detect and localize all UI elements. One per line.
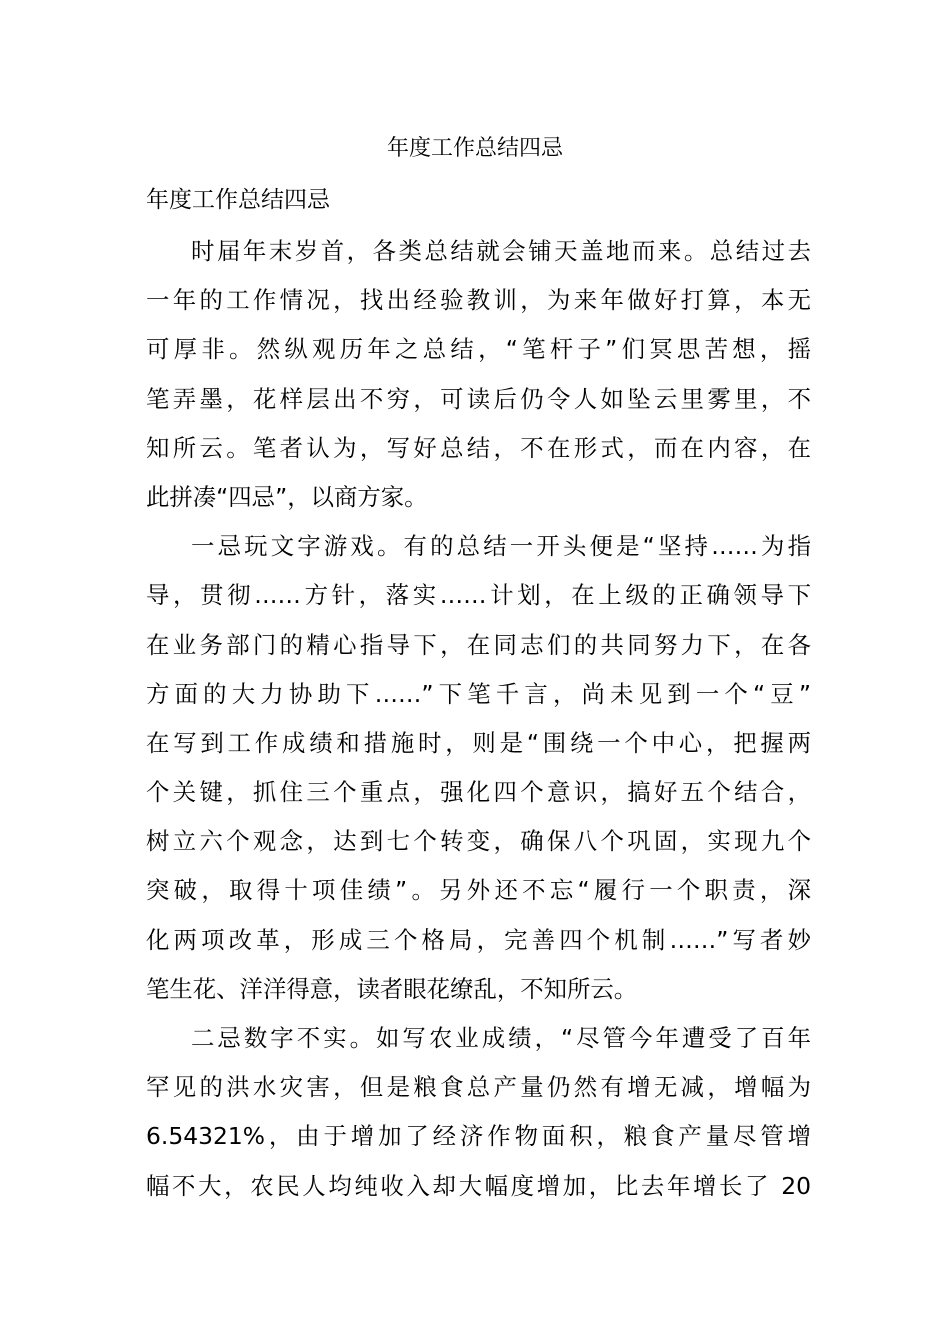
document-body [146, 227, 811, 1211]
document-subtitle: 年度工作总结四忌 [146, 187, 330, 213]
paragraph-line: 在写到工作成绩和措施时，则是“围绕一个中心，把握两 [146, 728, 811, 757]
paragraph-line: 时届年末岁首，各类总结就会铺天盖地而来。总结过去 [191, 237, 811, 265]
paragraph-line: 知所云。笔者认为，写好总结，不在形式，而在内容，在 [146, 433, 811, 462]
document-title: 年度工作总结四忌 [386, 136, 563, 161]
paragraph-taboo-1 [146, 522, 811, 1014]
paragraph-line: 二忌数字不实。如写农业成绩，“尽管今年遭受了百年 [191, 1024, 811, 1052]
paragraph-line: 可厚非。然纵观历年之总结，“笔杆子”们冥思苦想，摇 [146, 335, 811, 364]
paragraph-line: 化两项改革，形成三个格局，完善四个机制……”写者妙 [146, 925, 811, 954]
paragraph-line: 一年的工作情况，找出经验教训，为来年做好打算，本无 [146, 286, 811, 315]
paragraph-line: 突破，取得十项佳绩”。另外还不忘“履行一个职责，深 [146, 876, 811, 905]
paragraph-line: 导，贯彻……方针，落实……计划，在上级的正确领导下 [146, 581, 811, 610]
paragraph-line: 幅不大，农民人均纯收入却大幅度增加，比去年增长了 20 [146, 1171, 811, 1200]
paragraph-line: 罕见的洪水灾害，但是粮食总产量仍然有增无减，增幅为 [146, 1073, 811, 1102]
paragraph-line: 树立六个观念，达到七个转变，确保八个巩固，实现九个 [146, 827, 811, 856]
paragraph-line: 6.54321%，由于增加了经济作物面积，粮食产量尽管增 [146, 1122, 811, 1151]
paragraph-line: 在业务部门的精心指导下，在同志们的共同努力下，在各 [146, 630, 811, 659]
paragraph-line: 笔生花、洋洋得意，读者眼花缭乱，不知所云。 [146, 974, 638, 1003]
paragraph-taboo-2 [146, 1014, 811, 1211]
paragraph-line: 此拼凑“四忌”，以商方家。 [146, 482, 428, 511]
paragraph-intro [146, 227, 811, 522]
paragraph-line: 一忌玩文字游戏。有的总结一开头便是“坚持……为指 [191, 532, 811, 561]
paragraph-line: 个关键，抓住三个重点，强化四个意识，搞好五个结合， [146, 778, 811, 807]
paragraph-line: 方面的大力协助下……”下笔千言，尚未见到一个“豆” [146, 679, 811, 708]
paragraph-line: 笔弄墨，花样层出不穷，可读后仍令人如坠云里雾里，不 [146, 384, 811, 413]
